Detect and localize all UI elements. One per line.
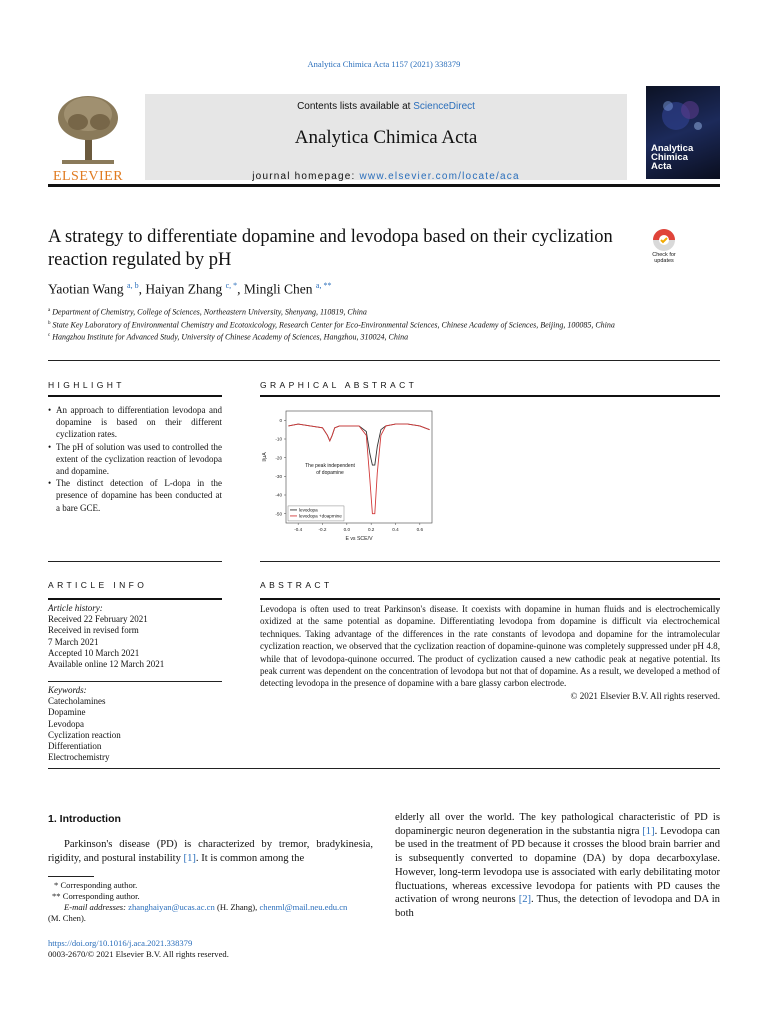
footnote: (M. Chen). bbox=[48, 913, 86, 923]
section-rule bbox=[48, 681, 222, 682]
y-axis-label: I/μA bbox=[262, 452, 268, 462]
journal-homepage: journal homepage: www.elsevier.com/locate/aca bbox=[252, 171, 520, 182]
legend-label: levodopa bbox=[299, 507, 318, 513]
author-name[interactable]: Mingli Chen bbox=[243, 281, 313, 297]
reference-link[interactable]: [2] bbox=[518, 894, 532, 906]
introduction-heading: 1. Introduction bbox=[48, 813, 121, 825]
x-tick-label: 0.0 bbox=[343, 527, 351, 532]
x-tick-label: 0.4 bbox=[392, 527, 399, 532]
journal-title: Analytica Chimica Acta bbox=[294, 127, 478, 148]
keyword: Catecholamines bbox=[48, 696, 106, 707]
graphical-abstract-heading: GRAPHICAL ABSTRACT bbox=[260, 380, 418, 390]
keyword: Dopamine bbox=[48, 707, 86, 718]
keyword: Differentiation bbox=[48, 741, 102, 752]
elsevier-logo[interactable] bbox=[48, 92, 128, 182]
section-rule bbox=[48, 561, 222, 562]
footnote-rule bbox=[48, 876, 94, 877]
check-for-updates-badge[interactable] bbox=[646, 228, 682, 268]
x-tick-label: 0.6 bbox=[416, 527, 424, 532]
abstract-text: Levodopa is often used to treat Parkinson's disease. It coexists with dopamine in human fluids and is electrochemically oxidized at the same potential as dopamine. Differentiating levodopa from dopamine is difficult via electrochemical techniques. Taking advantage of the differences in the rate constants of levodopa and dopamine for the intramolecular cyclization reaction, we observed that the cyclization reaction of dopamine-quinone was completely suppressed under pH 4.8, while that of levodopa-quinone occurred. The product of cyclization caused a new cathodic peak at negative potential. Its peak current was dependent on the concentration of levodopa but not that of dopamine. As a result, we developed a method of detecting levodopa in the presence of dopamine with a bare glassy carbon electrode. bbox=[260, 604, 720, 689]
footnote-emails: E-mail addresses: zhanghaiyan@ucas.ac.cn (H. Zhang), chenml@mail.neu.edu.cn bbox=[64, 902, 348, 912]
footnote: ** Corresponding author. bbox=[52, 891, 140, 901]
affiliation: $^a$ Department of Chemistry, College of Sciences, Northeastern University, Shenyang, 110819, China bbox=[48, 307, 367, 317]
y-tick-label: -30 bbox=[275, 473, 282, 479]
cover-title: Analytica Chimica Acta bbox=[651, 143, 694, 172]
x-axis-label: E vs SCE/V bbox=[345, 536, 373, 542]
history-entry: Received 22 February 2021 bbox=[48, 614, 148, 625]
graphical-abstract-chart[interactable] bbox=[260, 405, 440, 552]
chart-annotation: of dopamine bbox=[316, 470, 344, 476]
sciencedirect-link[interactable]: ScienceDirect bbox=[413, 101, 475, 112]
affiliation: $^b$ State Key Laboratory of Environmental Chemistry and Ecotoxicology, Research Center for Eco-Environmental Sciences, Chinese Academy of Sciences, Beijing, 100085, China bbox=[48, 320, 615, 330]
author-name[interactable]: Haiyan Zhang bbox=[145, 281, 223, 297]
section-divider bbox=[48, 768, 720, 769]
journal-header bbox=[48, 86, 720, 182]
abstract-body bbox=[260, 603, 720, 702]
x-tick-label: -0.4 bbox=[294, 527, 303, 532]
article-title: A strategy to differentiate dopamine and levodopa based on their cyclization reaction regulated by pH bbox=[48, 227, 613, 270]
section-rule bbox=[48, 598, 222, 600]
check-for-updates-label: Check for updates bbox=[652, 252, 676, 264]
introduction-paragraph: Parkinson's disease (PD) is characterized by tremor, bradykinesia, rigidity, and postural instability [1]. It is common among the bbox=[48, 839, 373, 864]
article-info-heading: ARTICLE INFO bbox=[48, 580, 148, 590]
affiliations bbox=[48, 305, 638, 343]
section-divider bbox=[48, 360, 720, 361]
journal-cover-image[interactable] bbox=[646, 86, 720, 179]
author-list: Yaotian Wang $^{a, b}$, Haiyan Zhang $^{c, *}$, Mingli Chen $^{a, **}$ bbox=[48, 281, 332, 297]
x-tick-label: -0.2 bbox=[318, 527, 327, 532]
y-tick-label: -50 bbox=[275, 511, 282, 517]
journal-citation[interactable]: Analytica Chimica Acta 1157 (2021) 338379 bbox=[307, 59, 461, 69]
y-tick-label: -10 bbox=[275, 436, 282, 442]
article-history-label: Article history: bbox=[48, 603, 103, 613]
section-rule bbox=[260, 561, 720, 562]
legend-label: levodopa +doapmine bbox=[299, 513, 342, 519]
author-name[interactable]: Yaotian Wang bbox=[48, 281, 124, 297]
author-affiliation-mark[interactable]: a, ** bbox=[315, 281, 332, 290]
homepage-link[interactable]: www.elsevier.com/locate/aca bbox=[359, 171, 520, 182]
affiliation: $^c$ Hangzhou Institute for Advanced Study, University of Chinese Academy of Sciences, Hangzhou, 310024, China bbox=[48, 332, 409, 342]
list-item: • An approach to differentiation levodopa and dopamine is based on their different cyclization rates. bbox=[48, 404, 222, 441]
keyword: Levodopa bbox=[48, 718, 84, 729]
series-line-1 bbox=[288, 424, 429, 465]
copyright-notice: © 2021 Elsevier B.V. All rights reserved. bbox=[570, 690, 720, 701]
footnote: * Corresponding author. bbox=[54, 880, 138, 890]
author-affiliation-mark[interactable]: c, * bbox=[225, 281, 238, 290]
keywords bbox=[48, 685, 121, 763]
header-rule bbox=[48, 184, 720, 187]
section-rule bbox=[48, 395, 222, 397]
article-identifiers bbox=[48, 938, 229, 960]
history-entry: Received in revised form bbox=[48, 625, 139, 636]
section-rule bbox=[260, 395, 720, 397]
reference-link[interactable]: [1] bbox=[183, 853, 196, 864]
abstract-heading: ABSTRACT bbox=[260, 580, 333, 590]
email-link[interactable]: chenml@mail.neu.edu.cn bbox=[259, 902, 348, 912]
list-item: • The pH of solution was used to controlled the extent of the cyclization reaction of levodopa and dopamine. bbox=[48, 441, 222, 478]
email-link[interactable]: zhanghaiyan@ucas.ac.cn bbox=[128, 902, 215, 912]
keyword: Cyclization reaction bbox=[48, 729, 121, 740]
y-tick-label: -20 bbox=[275, 455, 282, 461]
issn-line: 0003-2670/© 2021 Elsevier B.V. All rights reserved. bbox=[48, 949, 229, 959]
elsevier-wordmark: ELSEVIER bbox=[52, 169, 124, 184]
y-tick-label: -40 bbox=[275, 492, 282, 498]
contents-line: Contents lists available at ScienceDirect bbox=[297, 101, 475, 112]
keywords-label: Keywords: bbox=[48, 685, 87, 695]
history-entry: 7 March 2021 bbox=[48, 636, 99, 647]
highlights-list bbox=[48, 404, 222, 514]
x-tick-label: 0.2 bbox=[367, 527, 375, 532]
history-entry: Accepted 10 March 2021 bbox=[48, 647, 140, 658]
section-rule bbox=[260, 598, 720, 600]
article-history bbox=[48, 603, 164, 670]
list-item: • The distinct detection of L-dopa in the presence of dopamine has been conducted at a bare GCE. bbox=[48, 477, 222, 514]
highlight-heading: HIGHLIGHT bbox=[48, 380, 125, 390]
y-tick-label: 0 bbox=[279, 417, 282, 423]
footnotes bbox=[48, 880, 378, 924]
chart-annotation: The peak independent bbox=[305, 463, 355, 469]
history-entry: Available online 12 March 2021 bbox=[48, 659, 165, 670]
author-affiliation-mark[interactable]: a, b bbox=[127, 281, 139, 290]
doi-link[interactable]: https://doi.org/10.1016/j.aca.2021.338379 bbox=[48, 938, 193, 948]
journal-banner bbox=[145, 94, 627, 180]
reference-link[interactable]: [1] bbox=[642, 825, 655, 837]
keyword: Electrochemistry bbox=[48, 752, 110, 763]
introduction-paragraph-continued: elderly all over the world. The key pathological characteristic of PD is dopaminergic neuron degeneration in the substantia nigra [1]. Levodopa can be used in the treatment of PD because it crosses the blood brain barrier and is subsequently converted to dopamine (DA) by dopa decarboxylase. However, long-term levodopa use is associated with early debilitating motor fluctuations, whereas excessive levodopa for patients with PD causes the activation of wrong neurons [2]. Thus, the detection of levodopa and DA in both bbox=[395, 812, 720, 919]
